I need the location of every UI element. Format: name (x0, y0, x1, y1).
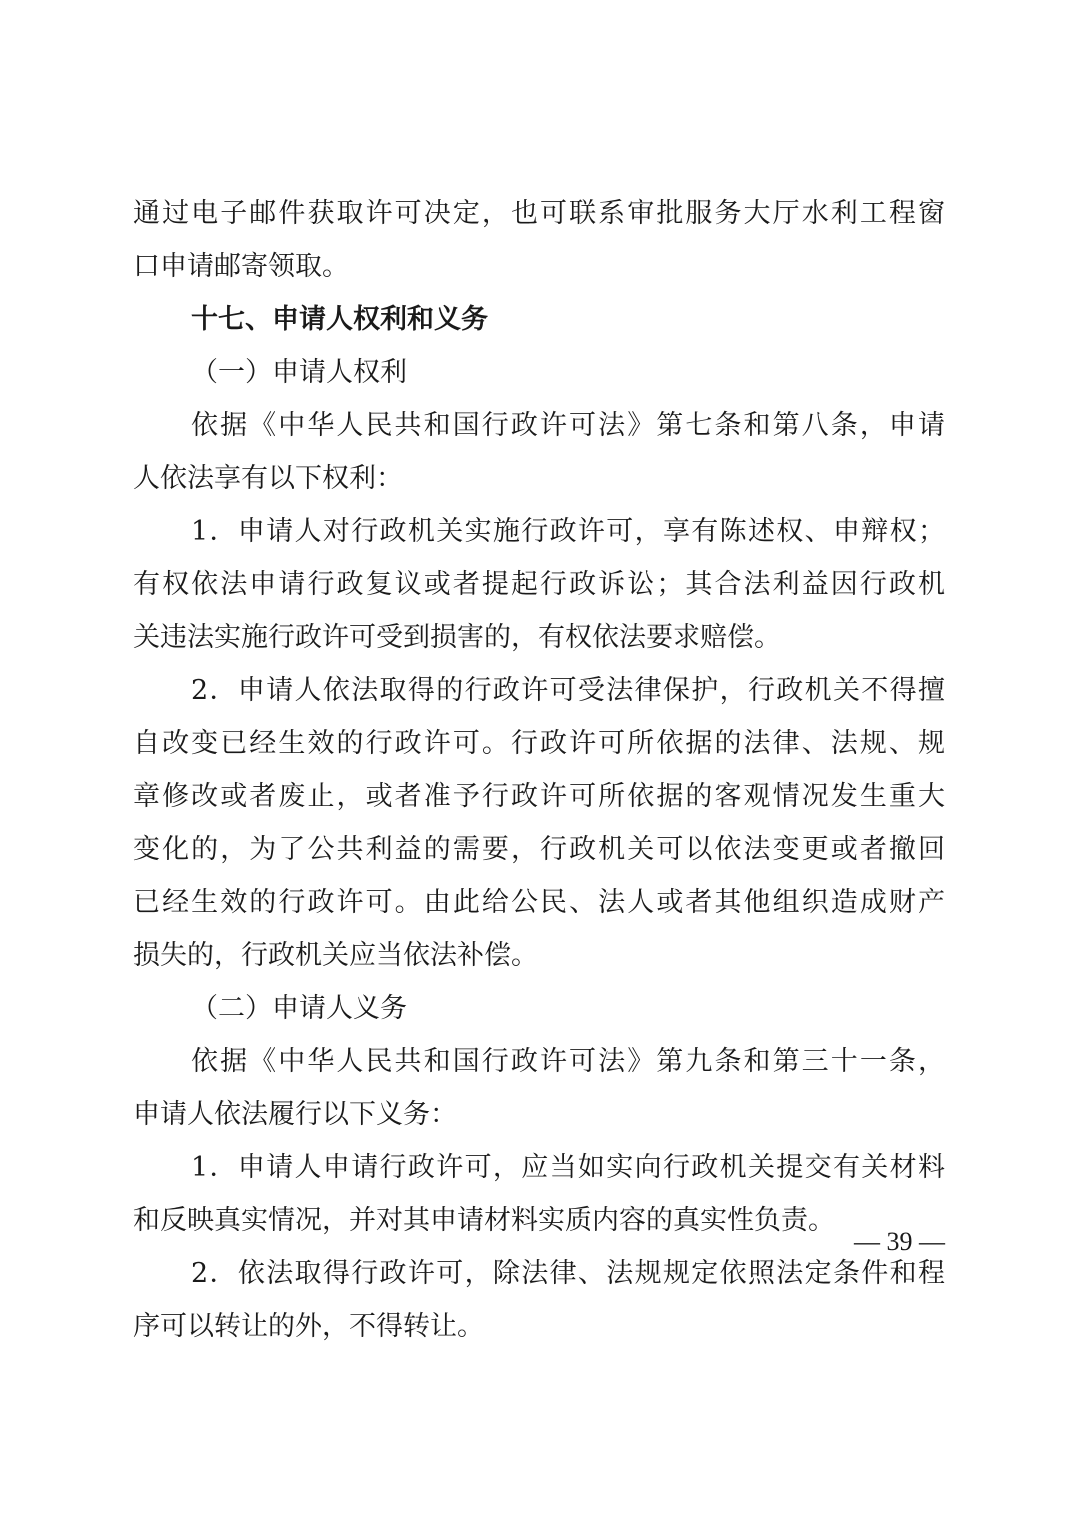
list-item-line: 自改变已经生效的行政许可。行政许可所依据的法律、法规、规 (133, 728, 945, 759)
subsection-heading: （一）申请人权利 (191, 357, 407, 388)
paragraph-line: 依据《中华人民共和国行政许可法》第九条和第三十一条， (191, 1046, 945, 1077)
list-item-line: 关违法实施行政许可受到损害的，有权依法要求赔偿。 (133, 622, 781, 653)
list-item-line: 2．申请人依法取得的行政许可受法律保护，行政机关不得擅 (191, 675, 945, 706)
page-number: — 39 — (854, 1227, 945, 1256)
list-item-line: 损失的，行政机关应当依法补偿。 (133, 940, 538, 971)
list-item-line: 有权依法申请行政复议或者提起行政诉讼；其合法利益因行政机 (133, 569, 945, 600)
subsection-heading: （二）申请人义务 (191, 993, 407, 1024)
paragraph-line: 依据《中华人民共和国行政许可法》第七条和第八条，申请 (191, 410, 945, 441)
list-item-line: 章修改或者废止，或者准予行政许可所依据的客观情况发生重大 (133, 781, 945, 812)
list-item-line: 已经生效的行政许可。由此给公民、法人或者其他组织造成财产 (133, 887, 945, 918)
list-item-line: 序可以转让的外，不得转让。 (133, 1311, 484, 1342)
paragraph-line: 通过电子邮件获取许可决定，也可联系审批服务大厅水利工程窗 (133, 198, 945, 229)
list-item-line: 和反映真实情况，并对其申请材料实质内容的真实性负责。 (133, 1205, 835, 1236)
body-text (133, 187, 945, 1353)
list-item-line: 1．申请人对行政机关实施行政许可，享有陈述权、申辩权； (191, 516, 945, 547)
paragraph-line: 人依法享有以下权利： (133, 463, 403, 494)
section-heading: 十七、申请人权利和义务 (191, 304, 488, 335)
paragraph-line: 口申请邮寄领取。 (133, 251, 349, 282)
list-item-line: 变化的，为了公共利益的需要，行政机关可以依法变更或者撤回 (133, 834, 945, 865)
list-item-line: 1．申请人申请行政许可，应当如实向行政机关提交有关材料 (191, 1152, 945, 1183)
list-item-line: 2．依法取得行政许可，除法律、法规规定依照法定条件和程 (191, 1258, 945, 1289)
paragraph-line: 申请人依法履行以下义务： (133, 1099, 457, 1130)
